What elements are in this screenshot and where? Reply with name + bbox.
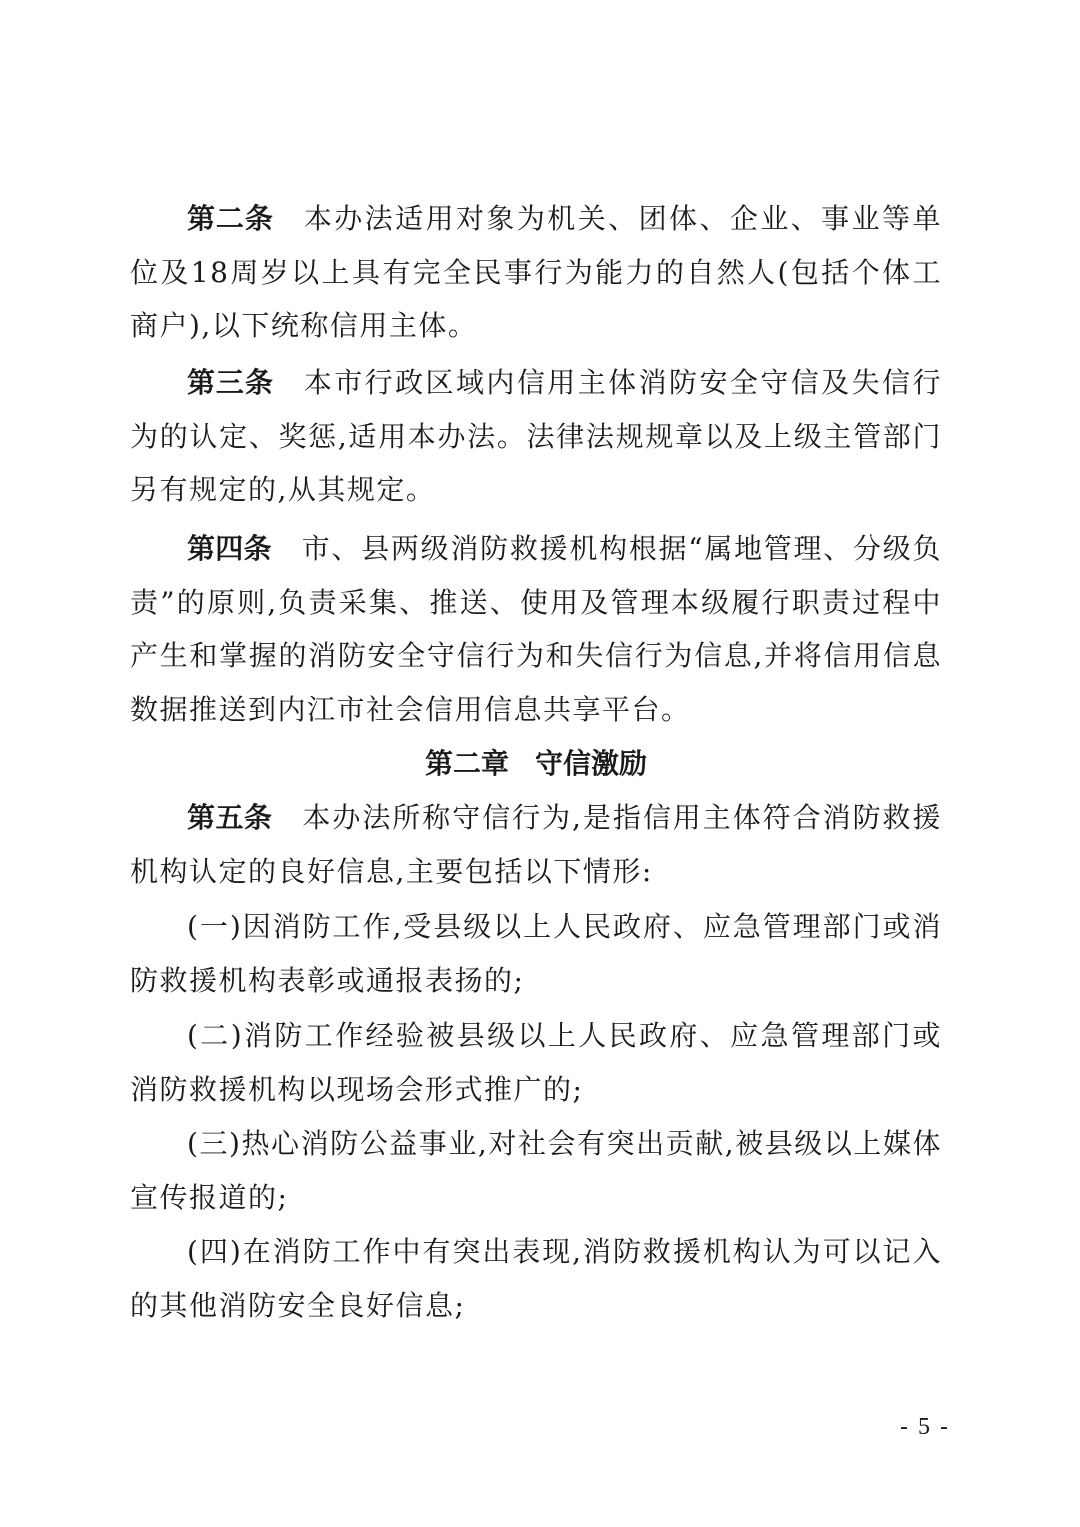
article-3 xyxy=(130,356,942,517)
article-text: 市、县两级消防救援机构根据“属地管理、分级负责”的原则,负责采集、推送、使用及管理本级履行职责过程中产生和掌握的消防安全守信行为和失信行为信息,并将信用信息数据推送到内江市社会信用信息共享平台。 xyxy=(130,532,942,726)
article-label: 第二条 xyxy=(187,202,274,235)
article-5 xyxy=(130,791,942,898)
chapter-heading xyxy=(130,739,942,789)
list-item: (二)消防工作经验被县级以上人民政府、应急管理部门或消防救援机构以现场会形式推广的; xyxy=(130,1019,942,1106)
article-label: 第四条 xyxy=(187,532,272,565)
article-text: 本办法所称守信行为,是指信用主体符合消防救援机构认定的良好信息,主要包括以下情形: xyxy=(130,801,942,888)
article-label: 第三条 xyxy=(187,366,274,399)
list-item: (三)热心消防公益事业,对社会有突出贡献,被县级以上媒体宣传报道的; xyxy=(130,1127,942,1214)
article-text: 本市行政区域内信用主体消防安全守信及失信行为的认定、奖惩,适用本办法。法律法规规章以及上级主管部门另有规定的,从其规定。 xyxy=(130,366,942,506)
list-item: (一)因消防工作,受县级以上人民政府、应急管理部门或消防救援机构表彰或通报表扬的; xyxy=(130,910,942,997)
chapter-number: 第二章 xyxy=(424,747,509,780)
article-label: 第五条 xyxy=(187,801,273,834)
list-item: (四)在消防工作中有突出表现,消防救援机构认为可以记入的其他消防安全良好信息; xyxy=(130,1235,942,1322)
article-text: 本办法适用对象为机关、团体、企业、事业等单位及18周岁以上具有完全民事行为能力的自然人(包括个体工商户),以下统称信用主体。 xyxy=(130,202,942,342)
article-4 xyxy=(130,522,942,736)
page-number: - 5 - xyxy=(900,1414,950,1440)
chapter-title: 守信激励 xyxy=(535,747,648,780)
article-2 xyxy=(130,192,942,353)
